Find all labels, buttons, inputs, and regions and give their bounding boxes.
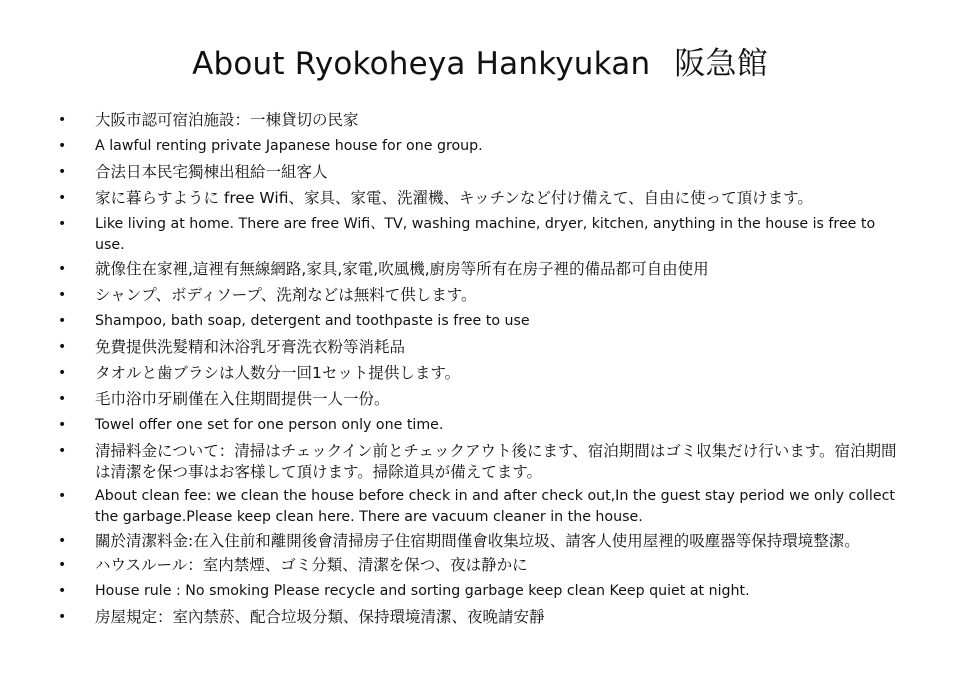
- title-english: About Ryokoheya Hankyukan: [192, 46, 651, 82]
- bullet-text: タオルと歯ブラシは人数分一回1セット提供します。: [95, 364, 461, 382]
- bullet-text: Shampoo, bath soap, detergent and toothpaste is free to use: [95, 313, 530, 329]
- bullet-text: 就像住在家裡,這裡有無線網路,家具,家電,吹風機,廚房等所有在房子裡的備品都可自由使用: [95, 260, 709, 278]
- bullet-text: Like living at home. There are free Wifi、TV, washing machine, dryer, kitchen, anything in the house is free to use.: [95, 216, 876, 253]
- bullet-item: [58, 415, 908, 436]
- bullet-dot: •: [58, 138, 67, 154]
- bullet-dot: •: [58, 339, 67, 355]
- bullet-item: [58, 214, 908, 256]
- bullet-item: [58, 486, 908, 528]
- bullet-dot: •: [58, 216, 67, 232]
- bullet-item: [58, 162, 908, 183]
- bullet-text: 毛巾浴巾牙刷僅在入住期間提供一人一份。: [95, 390, 390, 408]
- bullet-dot: •: [58, 287, 67, 303]
- bullet-text: A lawful renting private Japanese house for one group.: [95, 138, 483, 154]
- bullet-list: [58, 110, 908, 633]
- bullet-dot: •: [58, 112, 67, 128]
- bullet-dot: •: [58, 557, 67, 573]
- bullet-text: シャンプ、ボディソープ、洗剤などは無料て供します。: [95, 286, 477, 304]
- bullet-item: [58, 110, 908, 131]
- bullet-item: [58, 607, 908, 628]
- bullet-item: [58, 337, 908, 358]
- bullet-item: [58, 531, 908, 552]
- bullet-text: About clean fee: we clean the house before check in and after check out,In the guest stay period we only collect the garbage.Please keep clean here. There are vacuum cleaner in the house.: [95, 488, 895, 525]
- bullet-dot: •: [58, 583, 67, 599]
- bullet-item: [58, 441, 908, 483]
- bullet-item: [58, 555, 908, 576]
- bullet-item: [58, 581, 908, 602]
- bullet-text: ハウスルール：室内禁煙、ゴミ分類、清潔を保つ、夜は静かに: [95, 556, 528, 574]
- bullet-dot: •: [58, 533, 67, 549]
- bullet-dot: •: [58, 261, 67, 277]
- bullet-dot: •: [58, 164, 67, 180]
- bullet-text: Towel offer one set for one person only one time.: [95, 417, 444, 433]
- bullet-text: 免費提供洗髮精和沐浴乳牙膏洗衣粉等消耗品: [95, 338, 406, 356]
- bullet-text: 大阪市認可宿泊施設：一棟貸切の民家: [95, 111, 359, 129]
- bullet-dot: •: [58, 417, 67, 433]
- bullet-dot: •: [58, 443, 67, 459]
- bullet-text: 家に暮らすように free Wifi、家具、家電、洗濯機、キッチンなど付け備えて、自由に使って頂けます。: [95, 189, 813, 207]
- bullet-dot: •: [58, 313, 67, 329]
- bullet-text: House rule : No smoking Please recycle and sorting garbage keep clean Keep quiet at night.: [95, 583, 750, 599]
- bullet-text: 關於清潔料金:在入住前和離開後會清掃房子住宿期間僅會收集垃圾、請客人使用屋裡的吸塵器等保持環境整潔。: [95, 532, 860, 550]
- bullet-item: [58, 136, 908, 157]
- page-title: [0, 42, 960, 86]
- bullet-text: 房屋規定：室內禁菸、配合垃圾分類、保持環境清潔、夜晚請安靜: [95, 608, 545, 626]
- bullet-dot: •: [58, 609, 67, 625]
- bullet-text: 清掃料金について：清掃はチェックイン前とチェックアウト後にます、宿泊期間はゴミ収集だけ行います。宿泊期間は清潔を保つ事はお客様して頂けます。掃除道具が備えてます。: [95, 442, 897, 481]
- bullet-item: [58, 188, 908, 209]
- bullet-dot: •: [58, 190, 67, 206]
- bullet-item: [58, 285, 908, 306]
- bullet-item: [58, 259, 908, 280]
- title-japanese: 阪急館: [674, 46, 768, 82]
- bullet-dot: •: [58, 391, 67, 407]
- bullet-dot: •: [58, 488, 67, 504]
- bullet-dot: •: [58, 365, 67, 381]
- bullet-item: [58, 311, 908, 332]
- bullet-text: 合法日本民宅獨棟出租給一組客人: [95, 163, 328, 181]
- bullet-item: [58, 389, 908, 410]
- bullet-item: [58, 363, 908, 384]
